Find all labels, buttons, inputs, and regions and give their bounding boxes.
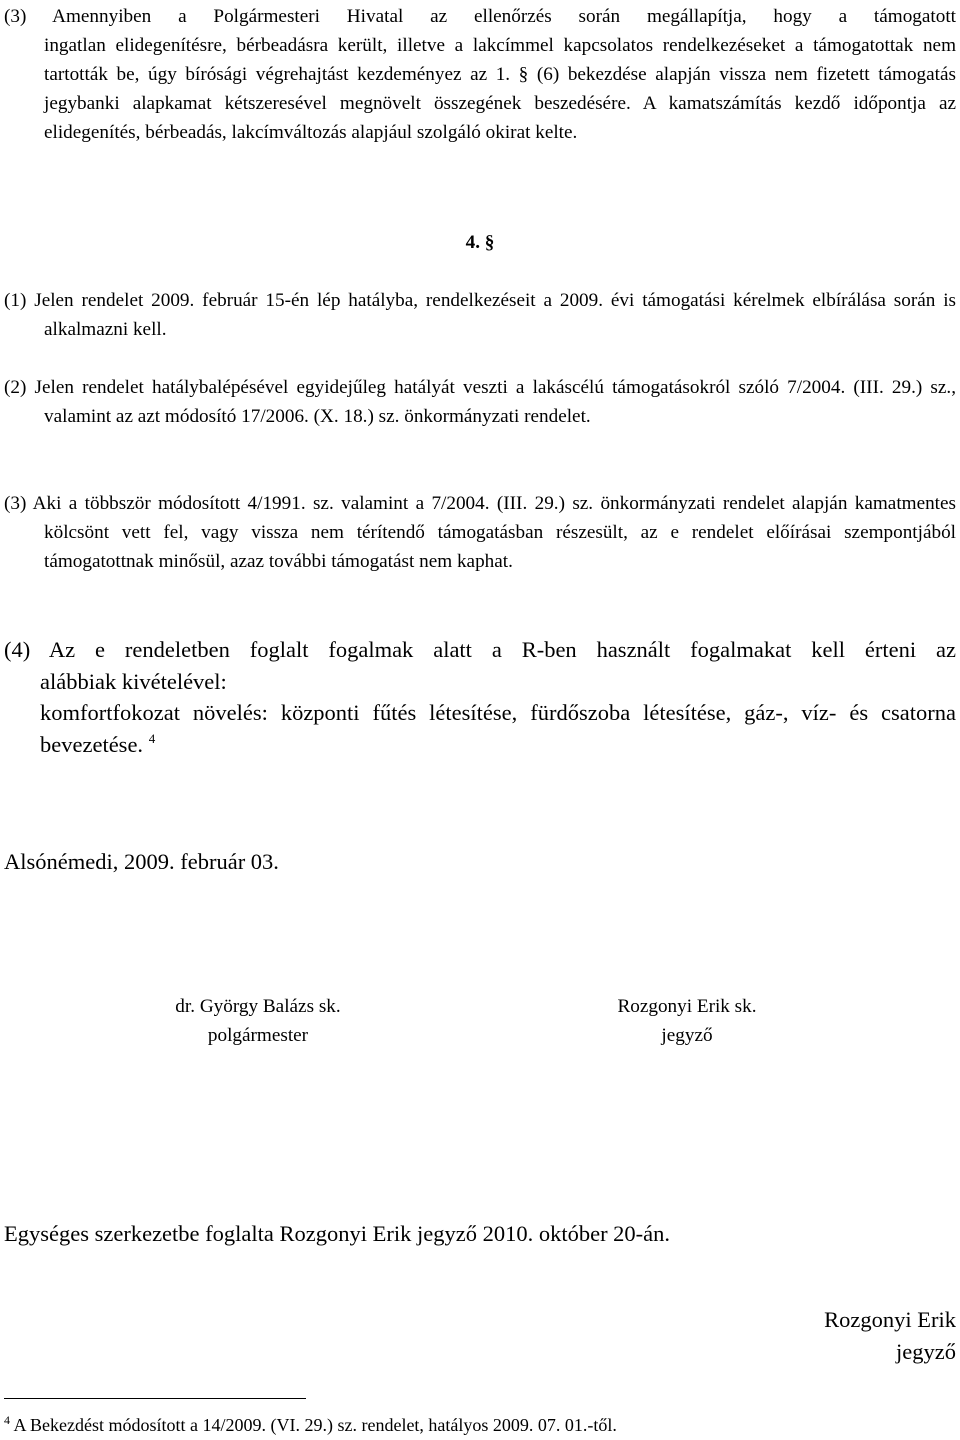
paragraph-text: (3) Aki a többször módosított 4/1991. sz. valamint a 7/2004. (III. 29.) sz. önkormányzati rendelet alapján kamatmentes kölcsönt vett fel, vagy vissza nem térítendő támogatásban részesült, az e rendelet előírásai szempontjából támogatottnak minősül, azaz további támogatást nem kaphat.: [4, 493, 956, 572]
paragraph-text: (2) Jelen rendelet hatálybalépésével egyidejűleg hatályát veszti a lakáscélú támogatásokról szóló 7/2004. (III. 29.) sz., valamint az azt módosító 17/2006. (X. 18.) sz. önkormányzati rendelet.: [4, 377, 956, 427]
paragraph-second-line: alábbiak kivételével:: [40, 668, 227, 694]
section-heading: 4. §: [465, 232, 495, 253]
signature-mayor: [138, 992, 378, 1050]
consolidation-note: Egységes szerkezetbe foglalta Rozgonyi Erik jegyző 2010. október 20-án.: [4, 1221, 671, 1246]
signatory-name: Rozgonyi Erik: [824, 1307, 956, 1332]
definition-text: [4, 697, 956, 760]
footnote: [4, 1414, 956, 1436]
paragraph-4-4: [4, 634, 956, 760]
final-signature: [720, 1304, 956, 1367]
paragraph-3-amennyiben: [4, 2, 956, 147]
definition-body: komfortfokozat növelés: központi fűtés létesítése, fürdőszoba létesítése, gáz-, víz- és csatorna bevezetése.: [40, 700, 956, 757]
signatory-name: dr. György Balázs sk.: [175, 996, 341, 1017]
paragraph-body: ingatlan elidegenítésre, bérbeadásra került, illetve a lakcímmel kapcsolatos rendelkezéseket a támogatottak nem tartották be, úgy bírósági végrehajtást kezdeményez az 1. § (6) bekezdése alapján vissza nem fizetett támogatás jegybanki alapkamat kétszeresével megnövelt összegének beszedésére. A kamatszámítás kezdő időpontja az elidegenítés, bérbeadás, lakcímváltozás alapjául szolgáló okirat kelte.: [44, 35, 956, 143]
paragraph-first-line: (4) Az e rendeletben foglalt fogalmak alatt a R-ben használt fogalmakat kell érteni az: [4, 637, 956, 662]
signature-notary: [572, 992, 802, 1050]
paragraph-4-3: [4, 489, 956, 576]
footnote-reference: 4: [148, 730, 156, 746]
footnote-separator: [4, 1398, 306, 1399]
signatory-title: polgármester: [207, 1025, 309, 1046]
paragraph-4-2: [4, 373, 956, 431]
footnote-number: 4: [4, 1413, 10, 1427]
paragraph-text: (1) Jelen rendelet 2009. február 15-én lép hatályba, rendelkezéseit a 2009. évi támogatási kérelmek elbírálása során is alkalmazni kell.: [4, 290, 956, 340]
signatory-name: Rozgonyi Erik sk.: [617, 996, 757, 1017]
footnote-text: A Bekezdést módosított a 14/2009. (VI. 29.) sz. rendelet, hatályos 2009. 07. 01.-től.: [13, 1415, 617, 1435]
signatory-title: jegyző: [896, 1338, 956, 1364]
paragraph-first-line: (3) Amennyiben a Polgármesteri Hivatal az ellenőrzés során megállapítja, hogy a támogatott: [4, 6, 956, 27]
paragraph-4-1: [4, 286, 956, 344]
place-date: Alsónémedi, 2009. február 03.: [4, 849, 279, 874]
signatory-title: jegyző: [661, 1025, 713, 1046]
